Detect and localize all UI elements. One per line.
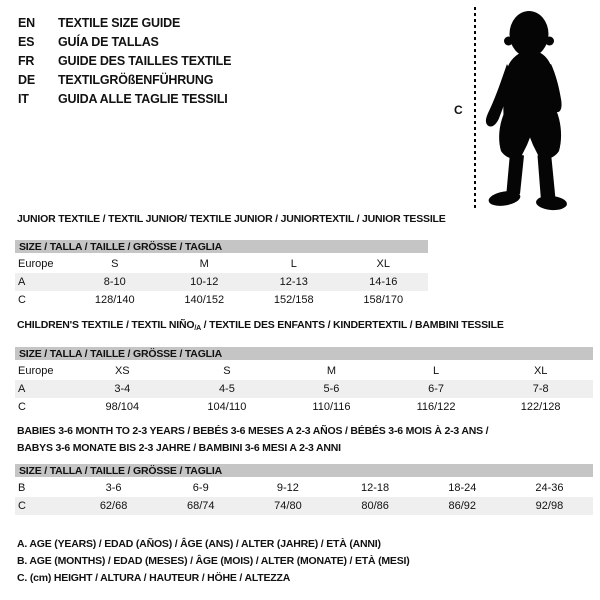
table-row (15, 398, 593, 416)
cell: XL (533, 365, 548, 377)
cell: 3-4 (114, 383, 131, 395)
cell: 110/116 (312, 401, 351, 413)
language-row (18, 13, 231, 32)
cell: 158/170 (363, 294, 404, 306)
children-table (15, 347, 593, 416)
cell: S (111, 258, 119, 270)
table-row (15, 380, 593, 398)
row-label: A (18, 276, 26, 288)
cell: L (290, 258, 297, 270)
baby-ear-right (545, 37, 554, 46)
row-label: C (18, 401, 26, 413)
language-title: TEXTILGRÖßENFÜHRUNG (58, 72, 214, 87)
junior-title: JUNIOR TEXTILE / TEXTIL JUNIOR/ TEXTILE JUNIOR / JUNIORTEXTIL / JUNIOR TESSILE (17, 213, 446, 225)
children-title-part2: / TEXTILE DES ENFANTS / KINDERTEXTIL / BAMBINI TESSILE (200, 319, 504, 331)
cell: 140/152 (184, 294, 225, 306)
language-title: GUIDA ALLE TAGLIE TESSILI (58, 91, 228, 106)
cell: 116/122 (416, 401, 456, 413)
cell: 3-6 (105, 482, 122, 494)
cell: XS (114, 365, 130, 377)
baby-leg-right (538, 153, 556, 201)
row-label: C (18, 294, 26, 306)
cell: 92/98 (535, 500, 564, 512)
cell: 80/86 (361, 500, 389, 512)
cell: 10-12 (190, 276, 219, 288)
row-label: B (18, 482, 26, 494)
cell: 74/80 (274, 500, 302, 512)
cell: 152/158 (273, 294, 314, 306)
size-header-label: SIZE / TALLA / TAILLE / GRÖSSE / TAGLIA (19, 464, 222, 477)
cell: XL (376, 258, 390, 270)
row-label: C (18, 500, 26, 512)
figure-height-label: C (454, 103, 463, 117)
table-row (15, 273, 428, 291)
language-code: IT (18, 91, 29, 106)
baby-foot-right (536, 195, 568, 211)
cell: S (223, 365, 231, 377)
size-header-bar (15, 464, 593, 477)
language-code: ES (18, 34, 35, 49)
cell: 128/140 (94, 294, 135, 306)
size-header-label: SIZE / TALLA / TAILLE / GRÖSSE / TAGLIA (19, 240, 222, 253)
babies-title-line1: BABIES 3-6 MONTH TO 2-3 YEARS / BEBÉS 3-6 MESES A 2-3 AÑOS / BÉBÉS 3-6 MOIS À 2-3 ANS / (17, 425, 489, 437)
baby-shorts (499, 111, 561, 159)
language-code: DE (18, 72, 35, 87)
cell: 5-6 (323, 383, 340, 395)
cell: 4-5 (218, 383, 235, 395)
note-c: C. (cm) HEIGHT / ALTURA / HAUTEUR / HÖHE / ALTEZZA (17, 572, 291, 584)
baby-ear-left (504, 37, 513, 46)
children-title (17, 319, 504, 332)
cell: 12-13 (279, 276, 308, 288)
babies-title-line2: BABYS 3-6 MONATE BIS 2-3 JAHRE / BAMBINI 3-6 MESI A 2-3 ANNI (17, 442, 341, 454)
cell: M (199, 258, 209, 270)
cell: 122/128 (520, 401, 561, 413)
height-dashed-line (474, 7, 476, 209)
baby-figure (450, 4, 598, 216)
children-title-part1: CHILDREN'S TEXTILE / TEXTIL NIÑO (17, 319, 195, 331)
table-row (15, 255, 428, 273)
cell: 98/104 (105, 401, 140, 413)
language-code: FR (18, 53, 35, 68)
table-row (15, 479, 593, 497)
cell: 6-9 (192, 482, 209, 494)
cell: 9-12 (276, 482, 299, 494)
table-row (15, 291, 428, 309)
note-b: B. AGE (MONTHS) / EDAD (MESES) / ÂGE (MOIS) / ALTER (MONATE) / ETÀ (MESI) (17, 555, 410, 567)
size-header-bar (15, 240, 428, 253)
cell: 6-7 (428, 383, 445, 395)
language-code: EN (18, 15, 35, 30)
baby-leg-left (507, 153, 525, 194)
cell: 18-24 (448, 482, 477, 494)
row-label: Europe (18, 258, 54, 270)
language-title: TEXTILE SIZE GUIDE (58, 15, 181, 30)
junior-table (15, 240, 428, 309)
footnotes (17, 538, 410, 589)
row-label: Europe (18, 365, 54, 377)
cell: M (326, 365, 337, 377)
cell: 62/68 (99, 500, 128, 512)
language-row (18, 89, 231, 108)
cell: 8-10 (103, 276, 126, 288)
cell: L (433, 365, 440, 377)
baby-silhouette (482, 4, 594, 212)
language-title: GUIDE DES TAILLES TEXTILE (58, 53, 232, 68)
language-row (18, 51, 231, 70)
cell: 104/110 (207, 401, 247, 413)
size-header-bar (15, 347, 593, 360)
cell: 24-36 (535, 482, 564, 494)
cell: 68/74 (186, 500, 215, 512)
children-title-subscript: /A (194, 325, 201, 332)
cell: 7-8 (532, 383, 549, 395)
cell: 12-18 (361, 482, 390, 494)
table-row (15, 497, 593, 515)
size-header-label: SIZE / TALLA / TAILLE / GRÖSSE / TAGLIA (19, 347, 222, 360)
note-a: A. AGE (YEARS) / EDAD (AÑOS) / ÂGE (ANS) / ALTER (JAHRE) / ETÀ (ANNI) (17, 538, 381, 550)
language-list (18, 13, 231, 108)
cell: 86/92 (448, 500, 477, 512)
table-row (15, 362, 593, 380)
language-row (18, 32, 231, 51)
babies-table (15, 464, 593, 515)
row-label: A (18, 383, 26, 395)
language-title: GUÍA DE TALLAS (58, 34, 159, 49)
cell: 14-16 (369, 276, 398, 288)
language-row (18, 70, 231, 89)
